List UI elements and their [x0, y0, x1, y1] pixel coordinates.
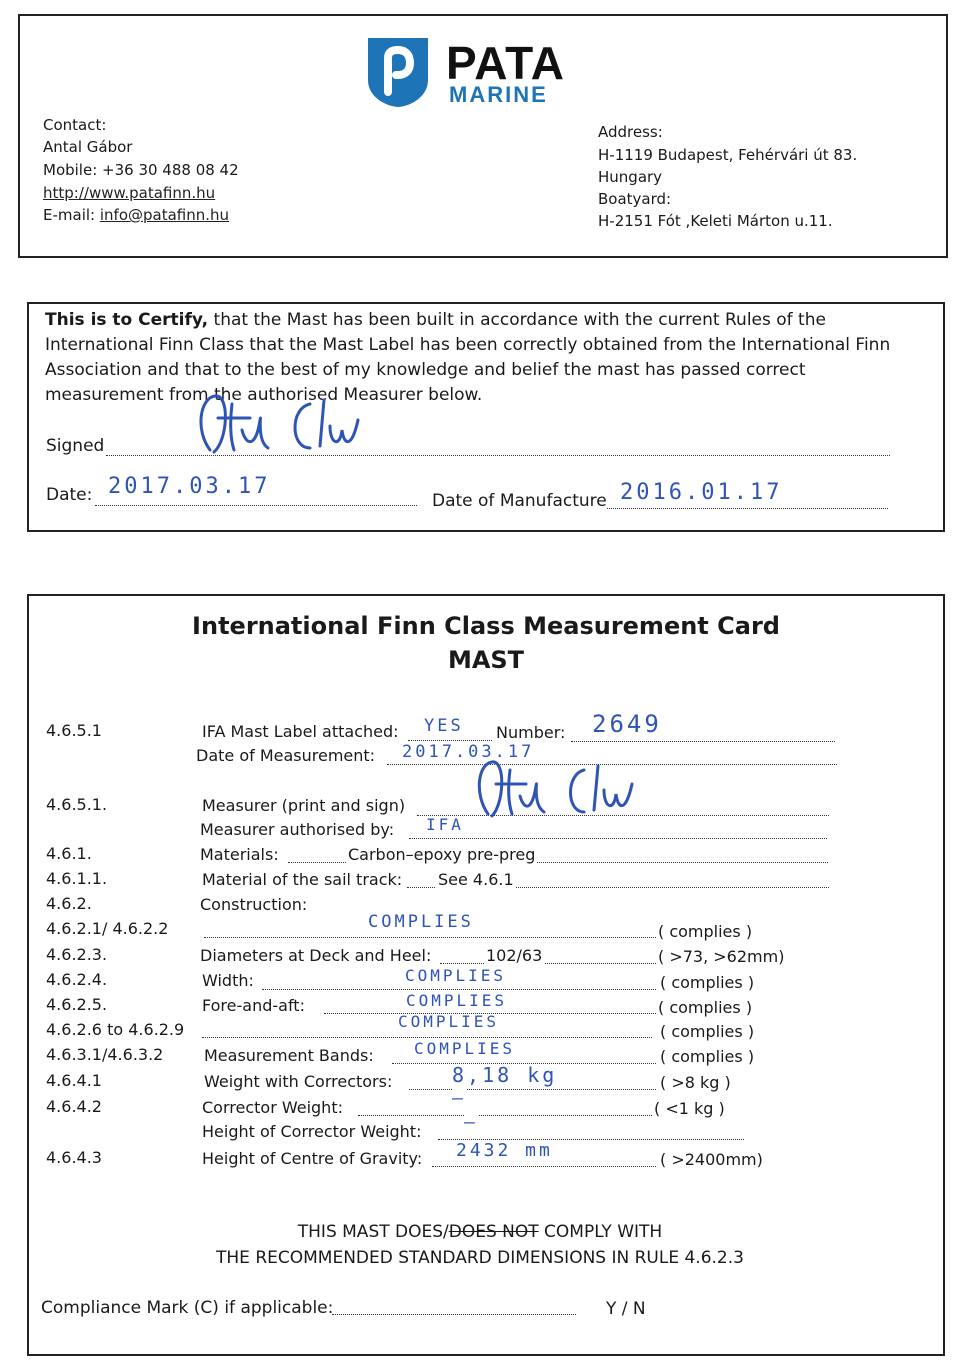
statement-struck: DOES NOT: [448, 1222, 539, 1242]
row-number: 4.6.5.1.: [46, 795, 108, 814]
date-value: 2017.03.17: [108, 474, 271, 499]
corrector-height-value: —: [464, 1112, 478, 1133]
width-value: COMPLIES: [405, 966, 507, 985]
email-row: [43, 204, 229, 226]
rule-4629-field[interactable]: [202, 1037, 652, 1038]
number-text: Number:: [496, 723, 566, 742]
rule-4629-value: COMPLIES: [398, 1012, 500, 1031]
row-number: 4.6.4.1: [46, 1071, 102, 1090]
compliance-statement-line2: THE RECOMMENDED STANDARD DIMENSIONS IN RULE 4.6.2.3: [216, 1248, 744, 1268]
row-number: 4.6.4.2: [46, 1097, 102, 1116]
weight-text: Weight with Correctors:: [204, 1072, 393, 1091]
card-title: International Finn Class Measurement Card: [192, 612, 780, 640]
address-line2: Hungary: [598, 168, 663, 186]
row-number: 4.6.2.3.: [46, 945, 108, 964]
number-field[interactable]: [571, 741, 835, 742]
diameters-req: ( >73, >62mm): [658, 947, 785, 966]
contact-label: Contact:: [43, 116, 107, 134]
row-number: 4.6.2.5.: [46, 995, 108, 1014]
width-req: ( complies ): [660, 973, 755, 992]
bands-text: Measurement Bands:: [204, 1046, 374, 1065]
rule-4629-req: ( complies ): [660, 1022, 755, 1041]
construction-field[interactable]: [204, 937, 656, 938]
sail-track-text: Material of the sail track:: [202, 870, 403, 889]
signature-mark: [190, 390, 370, 464]
row-number: 4.6.2.4.: [46, 970, 108, 989]
cog-field[interactable]: [432, 1166, 656, 1167]
construction-text: Construction:: [200, 895, 308, 914]
diameters-value: 102/63: [486, 946, 543, 965]
corrector-height-text: Height of Corrector Weight:: [202, 1122, 422, 1141]
pata-logo-icon: [366, 36, 430, 108]
compliance-mark-field[interactable]: [332, 1314, 576, 1315]
boatyard-label: Boatyard:: [598, 190, 672, 208]
row-number: 4.6.1.: [46, 844, 92, 863]
certificate-statement: [45, 308, 915, 408]
website-link[interactable]: http://www.patafinn.hu: [43, 184, 216, 202]
mobile-number: Mobile: +36 30 488 08 42: [43, 161, 239, 179]
compliance-mark-label: Compliance Mark (C) if applicable:: [41, 1298, 334, 1318]
authorised-by-text: Measurer authorised by:: [200, 820, 395, 839]
compliance-statement: [0, 1222, 960, 1242]
brand-sub: MARINE: [449, 82, 548, 107]
construction-req: ( complies ): [658, 922, 753, 941]
construction-value: COMPLIES: [368, 912, 474, 932]
compliance-yn[interactable]: Y / N: [606, 1299, 646, 1319]
width-text: Width:: [202, 971, 254, 990]
row-number: 4.6.2.1/ 4.6.2.2: [46, 919, 169, 938]
weight-value: 8,18 kg: [452, 1063, 558, 1087]
mast-label-value: YES: [424, 716, 464, 736]
corrector-weight-req: ( <1 kg ): [654, 1099, 725, 1118]
statement-part-a: THIS MAST DOES/: [297, 1222, 449, 1242]
manufacture-line[interactable]: [607, 508, 888, 509]
weight-field[interactable]: [409, 1089, 656, 1090]
materials-text: Materials:: [200, 845, 279, 864]
width-field[interactable]: [262, 989, 656, 990]
card-subtitle: MAST: [447, 646, 525, 674]
email-label: E-mail:: [43, 206, 96, 224]
signed-label: Signed: [46, 436, 105, 456]
contact-name: Antal Gábor: [43, 138, 133, 156]
manufacture-value: 2016.01.17: [620, 480, 783, 505]
address-line1: H-1119 Budapest, Fehérvári út 83.: [598, 146, 858, 164]
row-number: 4.6.4.3: [46, 1148, 102, 1167]
cog-req: ( >2400mm): [660, 1150, 763, 1169]
mast-label-text: IFA Mast Label attached:: [202, 722, 399, 741]
weight-req: ( >8 kg ): [660, 1073, 731, 1092]
row-number: 4.6.2.: [46, 894, 92, 913]
row-number: 4.6.1.1.: [46, 869, 108, 888]
corrector-weight-text: Corrector Weight:: [202, 1098, 343, 1117]
bands-req: ( complies ): [660, 1047, 755, 1066]
fore-aft-value: COMPLIES: [406, 991, 508, 1010]
brand-name: PATA: [446, 37, 565, 89]
bands-value: COMPLIES: [414, 1039, 516, 1058]
sail-track-value: See 4.6.1: [438, 870, 514, 889]
cog-value: 2432 mm: [456, 1140, 553, 1161]
date-label: Date:: [46, 485, 93, 505]
measurement-date-text: Date of Measurement:: [196, 746, 376, 765]
measurer-text: Measurer (print and sign): [202, 796, 406, 815]
boatyard-address: H-2151 Fót ,Keleti Márton u.11.: [598, 212, 833, 230]
mast-label-field[interactable]: [408, 740, 492, 741]
fore-aft-req: ( complies ): [658, 998, 753, 1017]
authorised-by-value: IFA: [426, 815, 464, 834]
statement-part-b: COMPLY WITH: [538, 1222, 663, 1242]
measurement-date-value: 2017.03.17: [402, 742, 535, 762]
number-value: 2649: [592, 710, 662, 738]
diameters-field[interactable]: [440, 963, 656, 964]
certificate-lead: This is to Certify,: [45, 310, 209, 330]
row-number: 4.6.2.6 to 4.6.2.9: [46, 1020, 185, 1039]
measurer-signature-mark: [470, 756, 640, 826]
materials-value: Carbon–epoxy pre-preg: [348, 845, 536, 864]
manufacture-label: Date of Manufacture: [432, 491, 607, 511]
authorised-by-field[interactable]: [409, 838, 827, 839]
row-number: 4.6.5.1: [46, 721, 102, 740]
date-line[interactable]: [95, 505, 417, 506]
certificate-body: that the Mast has been built in accordance with the current Rules of the International Finn Class that the Mast Label has been correctly obtained from the International Finn Association and that to the best of my knowledge and belief the mast has passed correct measurement from the authorised Measurer below.: [45, 310, 891, 405]
email-link[interactable]: info@patafinn.hu: [99, 206, 230, 224]
row-number: 4.6.3.1/4.6.3.2: [46, 1045, 164, 1064]
cog-text: Height of Centre of Gravity:: [202, 1149, 423, 1168]
fore-aft-text: Fore-and-aft:: [202, 996, 305, 1015]
corrector-weight-value: —: [452, 1088, 466, 1109]
diameters-text: Diameters at Deck and Heel:: [200, 946, 432, 965]
address-label: Address:: [598, 123, 663, 141]
corrector-weight-field[interactable]: [358, 1115, 652, 1116]
